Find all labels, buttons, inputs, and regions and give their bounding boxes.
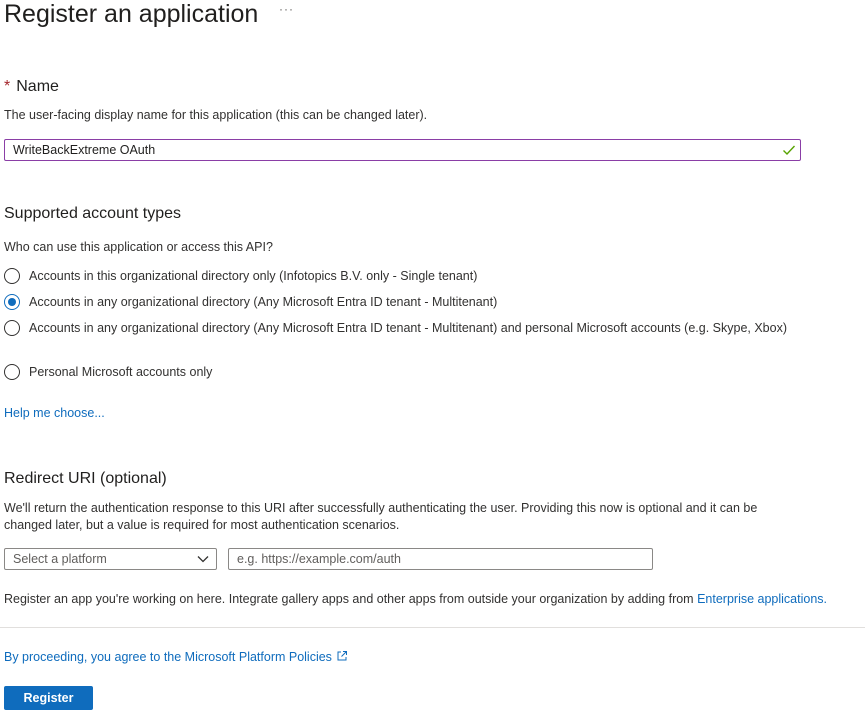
divider xyxy=(0,627,865,628)
radio-button[interactable] xyxy=(4,320,20,336)
radio-label: Accounts in this organizational directory only (Infotopics B.V. only - Single tenant) xyxy=(29,269,478,283)
checkmark-icon xyxy=(782,143,796,157)
account-option-single-tenant[interactable] xyxy=(4,268,477,285)
register-button[interactable]: Register xyxy=(4,686,93,710)
account-types-heading: Supported account types xyxy=(4,205,182,222)
account-option-personal-only[interactable] xyxy=(4,364,212,381)
radio-button-selected[interactable] xyxy=(4,294,20,310)
app-name-input[interactable] xyxy=(5,140,781,160)
platform-select[interactable] xyxy=(4,548,217,570)
radio-button[interactable] xyxy=(4,364,20,380)
page-title: Register an application xyxy=(4,0,259,28)
app-name-field[interactable] xyxy=(4,139,801,161)
account-option-multitenant-personal[interactable] xyxy=(4,320,804,337)
account-option-multitenant[interactable] xyxy=(4,294,497,311)
radio-label: Accounts in any organizational directory (Any Microsoft Entra ID tenant - Multitenant) and personal Microsoft accounts (e.g. Skype, Xbox) xyxy=(29,321,787,335)
platform-policies-link[interactable] xyxy=(4,650,348,664)
name-heading xyxy=(4,78,59,96)
account-types-question: Who can use this application or access this API? xyxy=(4,240,273,254)
radio-label: Accounts in any organizational directory (Any Microsoft Entra ID tenant - Multitenant) xyxy=(29,295,498,309)
platform-policies-link-text: By proceeding, you agree to the Microsoft Platform Policies xyxy=(4,650,332,664)
enterprise-applications-link[interactable]: Enterprise applications. xyxy=(697,592,828,606)
radio-label: Personal Microsoft accounts only xyxy=(29,365,213,379)
ellipsis-icon[interactable]: ··· xyxy=(279,2,294,16)
radio-button[interactable] xyxy=(4,268,20,284)
chevron-down-icon xyxy=(197,554,209,564)
required-marker: * xyxy=(4,78,11,95)
redirect-heading: Redirect URI (optional) xyxy=(4,470,167,487)
platform-select-value: Select a platform xyxy=(13,552,107,566)
name-description: The user-facing display name for this application (this can be changed later). xyxy=(4,108,428,122)
external-link-icon xyxy=(336,650,348,662)
redirect-description: We'll return the authentication response to this URI after successfully authenticating the user. Providing this now is optional and it can be changed later, but a value is required for most authentication scenarios. xyxy=(4,501,758,532)
help-me-choose-link[interactable]: Help me choose... xyxy=(4,406,105,420)
gallery-note xyxy=(4,592,827,606)
redirect-uri-input[interactable] xyxy=(229,549,655,569)
redirect-uri-field[interactable] xyxy=(228,548,653,570)
gallery-note-text: Register an app you're working on here. Integrate gallery apps and other apps from outside your organization by adding from xyxy=(4,592,698,606)
name-heading-label: Name xyxy=(16,78,59,95)
